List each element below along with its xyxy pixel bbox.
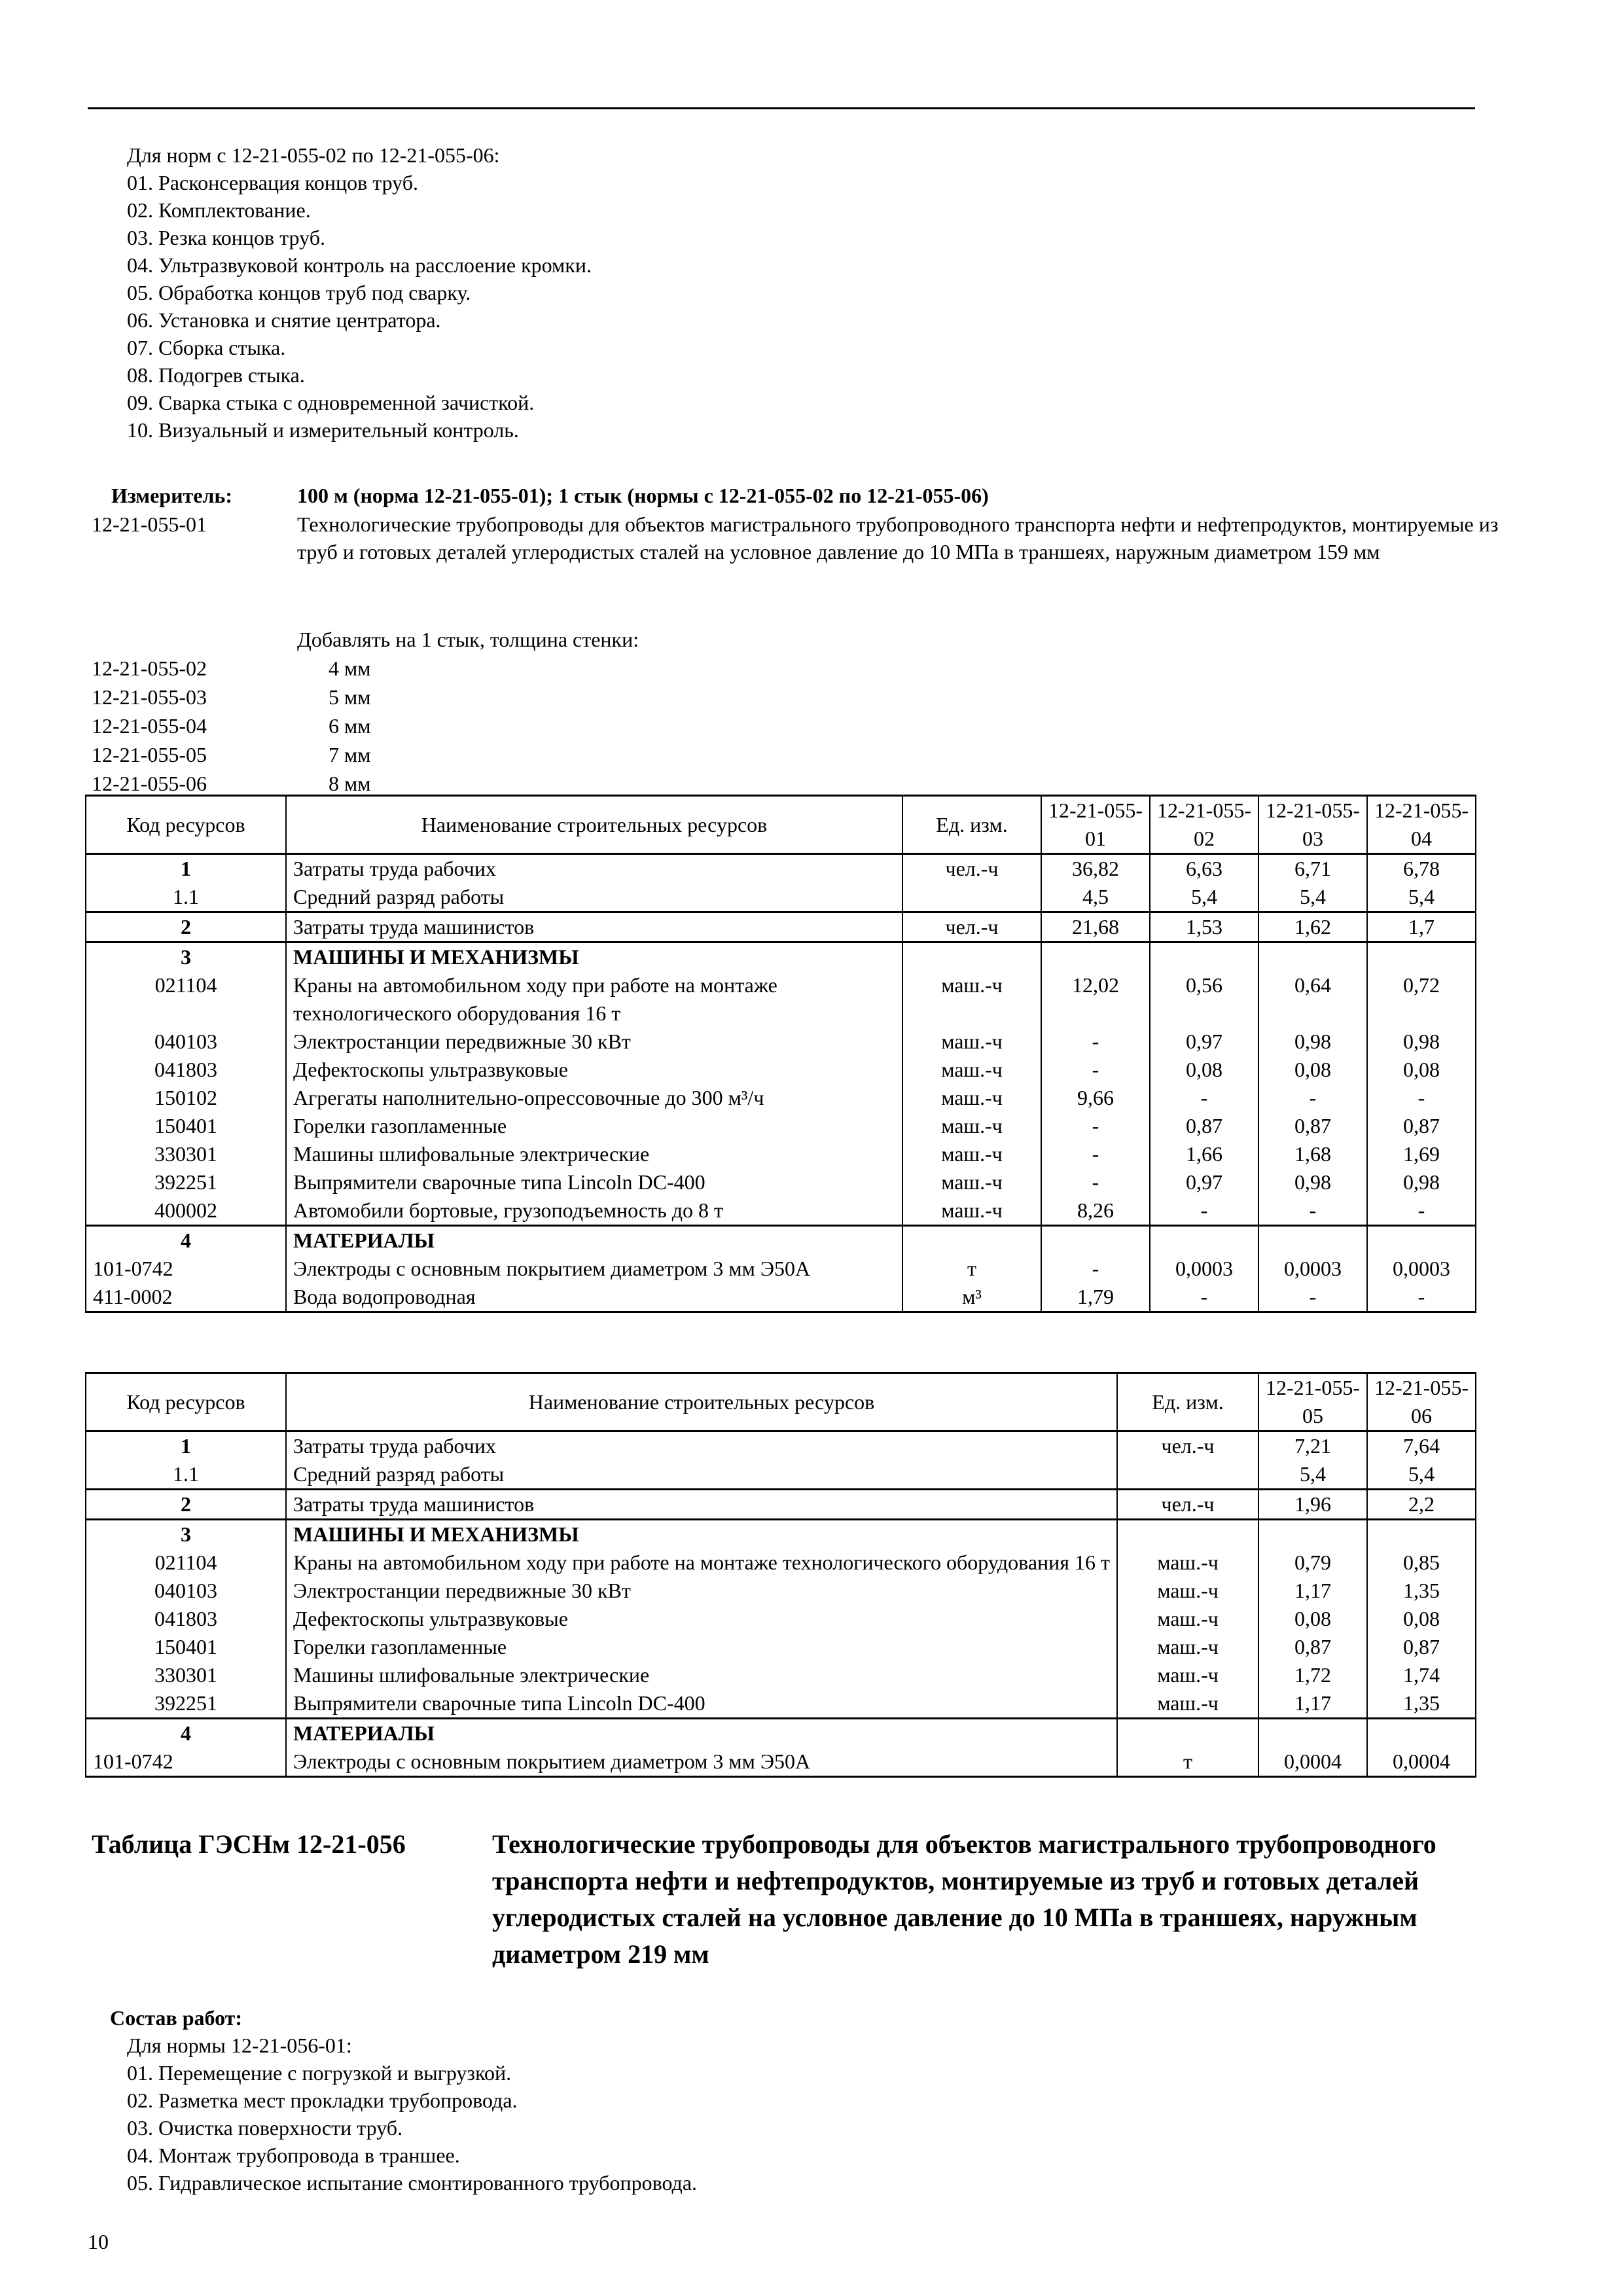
header-norm: 12-21-055-06 xyxy=(1367,1373,1476,1431)
resource-code: 041803 xyxy=(86,1056,286,1084)
resource-name: Агрегаты наполнительно-опрессовочные до 300 м³/ч xyxy=(286,1084,902,1112)
table-row xyxy=(86,1226,1476,1255)
norm-value: 1,35 xyxy=(1367,1577,1476,1605)
norm-value: 6,63 xyxy=(1150,854,1258,884)
resource-code: 150401 xyxy=(86,1112,286,1140)
table-row xyxy=(86,1719,1476,1748)
resource-code: 2 xyxy=(86,1490,286,1520)
composition-list xyxy=(127,2059,697,2197)
norm-value: 5,4 xyxy=(1258,883,1367,912)
variant-row xyxy=(88,712,1475,741)
resource-unit: маш.-ч xyxy=(1117,1661,1258,1689)
meter-label: Измеритель: xyxy=(111,484,232,507)
table-row xyxy=(86,1689,1476,1719)
norm-value: - xyxy=(1367,1196,1476,1226)
list-item: 01. Перемещение с погрузкой и выгрузкой. xyxy=(127,2061,512,2085)
norm-value: 0,0003 xyxy=(1258,1255,1367,1283)
norm-variants xyxy=(88,655,1475,798)
norm-value: 1,62 xyxy=(1258,912,1367,942)
norm-value: 6,78 xyxy=(1367,854,1476,884)
resource-code: 4 xyxy=(86,1226,286,1255)
norm-value: - xyxy=(1258,1196,1367,1226)
norm-value: - xyxy=(1367,1084,1476,1112)
resource-unit xyxy=(902,1226,1041,1255)
variant-code: 12-21-055-06 xyxy=(92,772,207,795)
list-item: 02. Разметка мест прокладки трубопровода. xyxy=(127,2089,518,2112)
list-item: 08. Подогрев стыка. xyxy=(127,363,305,387)
resource-unit: т xyxy=(902,1255,1041,1283)
resource-unit: маш.-ч xyxy=(902,1140,1041,1168)
resource-unit: маш.-ч xyxy=(902,1028,1041,1056)
header-code: Код ресурсов xyxy=(86,796,286,854)
resource-unit: маш.-ч xyxy=(902,1084,1041,1112)
norm-value: 1,66 xyxy=(1150,1140,1258,1168)
list-item: 04. Ультразвуковой контроль на расслоение кромки. xyxy=(127,253,592,277)
table-header-row xyxy=(86,1373,1476,1431)
work-composition-intro xyxy=(127,141,592,444)
table-row xyxy=(86,942,1476,972)
norm-value: 0,87 xyxy=(1258,1112,1367,1140)
norm-value: 0,08 xyxy=(1367,1605,1476,1633)
resource-name: Выпрямители сварочные типа Lincoln DC-400 xyxy=(286,1168,902,1196)
norm-value: - xyxy=(1258,1084,1367,1112)
resource-unit xyxy=(902,942,1041,972)
resource-unit: чел.-ч xyxy=(902,912,1041,942)
resource-code: 040103 xyxy=(86,1577,286,1605)
norm-value: 0,08 xyxy=(1367,1056,1476,1084)
norm-value: - xyxy=(1150,1283,1258,1312)
resource-code: 4 xyxy=(86,1719,286,1748)
resource-unit xyxy=(1117,1719,1258,1748)
norm-value: 5,4 xyxy=(1367,1460,1476,1490)
resource-code: 040103 xyxy=(86,1028,286,1056)
resource-name: МАШИНЫ И МЕХАНИЗМЫ xyxy=(286,942,902,972)
variant-row xyxy=(88,655,1475,683)
resource-code: 411-0002 xyxy=(86,1283,286,1312)
norm-value: 1,17 xyxy=(1258,1689,1367,1719)
list-item: 05. Гидравлическое испытание смонтированного трубопровода. xyxy=(127,2171,698,2195)
variant-code: 12-21-055-02 xyxy=(92,656,207,680)
norm-value: 5,4 xyxy=(1367,883,1476,912)
resource-unit: маш.-ч xyxy=(902,1168,1041,1196)
resource-name: Горелки газопламенные xyxy=(286,1112,902,1140)
norm-value: 21,68 xyxy=(1041,912,1150,942)
table-heading-title: Технологические трубопроводы для объектов магистрального трубопроводного транспорта нефти и нефтепродуктов, монтируемые из труб и готовых деталей углеродистых сталей на условное давление до 10 МПа в траншеях, наружным диаметром 219 мм xyxy=(492,1829,1436,1969)
variant-value: 8 мм xyxy=(329,772,371,795)
norm-value: 0,87 xyxy=(1367,1633,1476,1661)
resource-unit xyxy=(1117,1460,1258,1490)
norm-value: 7,64 xyxy=(1367,1431,1476,1461)
table-row xyxy=(86,1661,1476,1689)
norm-value xyxy=(1367,942,1476,972)
composition-subheading: Для нормы 12-21-056-01: xyxy=(127,2034,352,2057)
norm-value: - xyxy=(1150,1084,1258,1112)
norm-value: 0,56 xyxy=(1150,971,1258,1028)
list-item: 04. Монтаж трубопровода в траншее. xyxy=(127,2144,460,2167)
table-row xyxy=(86,1028,1476,1056)
norm-value: 6,71 xyxy=(1258,854,1367,884)
resource-code: 330301 xyxy=(86,1140,286,1168)
resource-unit: маш.-ч xyxy=(1117,1577,1258,1605)
norm-value: 0,08 xyxy=(1150,1056,1258,1084)
resource-name: Затраты труда рабочих xyxy=(286,1431,1117,1461)
resource-name: Краны на автомобильном ходу при работе на монтаже технологического оборудования 16 т xyxy=(286,1549,1117,1577)
resource-code: 3 xyxy=(86,942,286,972)
table-row xyxy=(86,1140,1476,1168)
resource-unit: чел.-ч xyxy=(1117,1490,1258,1520)
norm-value: - xyxy=(1041,1255,1150,1283)
resource-name: Электростанции передвижные 30 кВт xyxy=(286,1577,1117,1605)
norm-value: 12,02 xyxy=(1041,971,1150,1028)
resource-code: 041803 xyxy=(86,1605,286,1633)
table-row xyxy=(86,1460,1476,1490)
norm-value: 0,0003 xyxy=(1367,1255,1476,1283)
resource-unit: маш.-ч xyxy=(1117,1549,1258,1577)
norm-value: 0,08 xyxy=(1258,1056,1367,1084)
list-item: 03. Резка концов труб. xyxy=(127,226,325,249)
table-row xyxy=(86,1577,1476,1605)
variant-row xyxy=(88,741,1475,770)
resource-code: 330301 xyxy=(86,1661,286,1689)
table-row xyxy=(86,1196,1476,1226)
resources-table-1 xyxy=(85,795,1476,1313)
norm-value: 1,69 xyxy=(1367,1140,1476,1168)
norm-value: - xyxy=(1367,1283,1476,1312)
norm-value xyxy=(1150,942,1258,972)
list-item: 01. Расконсервация концов труб. xyxy=(127,171,418,194)
norm-value: - xyxy=(1041,1112,1150,1140)
norm-value: 1,72 xyxy=(1258,1661,1367,1689)
norm-value: 1,53 xyxy=(1150,912,1258,942)
norm-value: 0,72 xyxy=(1367,971,1476,1028)
norm-value: 2,2 xyxy=(1367,1490,1476,1520)
norm-value: 8,26 xyxy=(1041,1196,1150,1226)
norm-value: 5,4 xyxy=(1258,1460,1367,1490)
resource-unit: маш.-ч xyxy=(1117,1633,1258,1661)
composition-title: Состав работ: xyxy=(110,2006,243,2030)
norm-value: 0,98 xyxy=(1367,1168,1476,1196)
resource-unit xyxy=(1117,1520,1258,1549)
norm-value xyxy=(1367,1719,1476,1748)
norm-value: 0,64 xyxy=(1258,971,1367,1028)
norm-value: 0,87 xyxy=(1150,1112,1258,1140)
norm-value: 1,74 xyxy=(1367,1661,1476,1689)
table-header-row xyxy=(86,796,1476,854)
table-body xyxy=(86,854,1476,1312)
norm-value: 4,5 xyxy=(1041,883,1150,912)
resource-unit: маш.-ч xyxy=(902,1056,1041,1084)
resource-unit: чел.-ч xyxy=(902,854,1041,884)
variant-code: 12-21-055-04 xyxy=(92,714,207,738)
resource-name: Затраты труда машинистов xyxy=(286,912,902,942)
table-row xyxy=(86,1490,1476,1520)
resource-code: 150401 xyxy=(86,1633,286,1661)
intro-heading: Для норм с 12-21-055-02 по 12-21-055-06: xyxy=(127,143,500,167)
resource-code: 392251 xyxy=(86,1168,286,1196)
norm-value: - xyxy=(1150,1196,1258,1226)
norm-value xyxy=(1258,1719,1367,1748)
variant-value: 6 мм xyxy=(329,714,371,738)
resource-unit: маш.-ч xyxy=(902,971,1041,1028)
norm-value: - xyxy=(1041,1056,1150,1084)
resource-unit: маш.-ч xyxy=(1117,1605,1258,1633)
table-row xyxy=(86,1549,1476,1577)
norm-value: 1,35 xyxy=(1367,1689,1476,1719)
intro-list xyxy=(127,169,592,444)
table-row xyxy=(86,1605,1476,1633)
norm-value xyxy=(1150,1226,1258,1255)
resource-unit: маш.-ч xyxy=(902,1112,1041,1140)
norm-value: 1,17 xyxy=(1258,1577,1367,1605)
list-item: 07. Сборка стыка. xyxy=(127,336,286,359)
norm-value xyxy=(1041,1226,1150,1255)
norm-value xyxy=(1041,942,1150,972)
meter-value: 100 м (норма 12-21-055-01); 1 стык (нормы с 12-21-055-02 по 12-21-055-06) xyxy=(297,484,989,507)
resource-code: 1.1 xyxy=(86,883,286,912)
list-item: 10. Визуальный и измерительный контроль. xyxy=(127,418,519,442)
table-row xyxy=(86,1283,1476,1312)
header-norm: 12-21-055-05 xyxy=(1258,1373,1367,1431)
resource-unit: маш.-ч xyxy=(902,1196,1041,1226)
table-row xyxy=(86,854,1476,884)
table-row xyxy=(86,1255,1476,1283)
resource-name: Электростанции передвижные 30 кВт xyxy=(286,1028,902,1056)
variant-value: 5 мм xyxy=(329,685,371,709)
resource-name: Электроды с основным покрытием диаметром 3 мм Э50А xyxy=(286,1255,902,1283)
table-row xyxy=(86,1084,1476,1112)
resource-code: 101-0742 xyxy=(86,1748,286,1777)
norm-value: 9,66 xyxy=(1041,1084,1150,1112)
list-item: 02. Комплектование. xyxy=(127,198,311,222)
resource-code: 1 xyxy=(86,1431,286,1461)
norm-value: 0,87 xyxy=(1367,1112,1476,1140)
resource-unit: чел.-ч xyxy=(1117,1431,1258,1461)
resource-name: Автомобили бортовые, грузоподъемность до 8 т xyxy=(286,1196,902,1226)
resource-code: 021104 xyxy=(86,1549,286,1577)
resource-code: 021104 xyxy=(86,971,286,1028)
norm-code: 12-21-055-01 xyxy=(92,512,207,536)
table-row xyxy=(86,883,1476,912)
addition-note: Добавлять на 1 стык, толщина стенки: xyxy=(297,628,639,651)
norm-value: - xyxy=(1041,1168,1150,1196)
header-name: Наименование строительных ресурсов xyxy=(286,796,902,854)
header-norm: 12-21-055-04 xyxy=(1367,796,1476,854)
norm-value: 0,97 xyxy=(1150,1028,1258,1056)
norm-value: 0,0004 xyxy=(1367,1748,1476,1777)
norm-value: 5,4 xyxy=(1150,883,1258,912)
norm-value: 0,87 xyxy=(1258,1633,1367,1661)
variant-code: 12-21-055-03 xyxy=(92,685,207,709)
table-row xyxy=(86,1431,1476,1461)
norm-value xyxy=(1367,1520,1476,1549)
work-composition xyxy=(110,2004,697,2197)
resource-code: 392251 xyxy=(86,1689,286,1719)
resource-name: Средний разряд работы xyxy=(286,883,902,912)
resource-code: 1 xyxy=(86,854,286,884)
norm-value: 7,21 xyxy=(1258,1431,1367,1461)
norm-value xyxy=(1258,1520,1367,1549)
norm-value: - xyxy=(1258,1283,1367,1312)
resource-name: Дефектоскопы ультразвуковые xyxy=(286,1056,902,1084)
resource-name: Вода водопроводная xyxy=(286,1283,902,1312)
page-number: 10 xyxy=(88,2230,109,2253)
resource-unit: м³ xyxy=(902,1283,1041,1312)
header-norm: 12-21-055-01 xyxy=(1041,796,1150,854)
norm-value: 0,79 xyxy=(1258,1549,1367,1577)
list-item: 09. Сварка стыка с одновременной зачисткой. xyxy=(127,391,535,414)
resource-name: Электроды с основным покрытием диаметром 3 мм Э50А xyxy=(286,1748,1117,1777)
table-row xyxy=(86,912,1476,942)
header-norm: 12-21-055-03 xyxy=(1258,796,1367,854)
table-row xyxy=(86,1168,1476,1196)
header-unit: Ед. изм. xyxy=(902,796,1041,854)
resource-name: МАТЕРИАЛЫ xyxy=(286,1719,1117,1748)
list-item: 05. Обработка концов труб под сварку. xyxy=(127,281,471,304)
resource-name: Машины шлифовальные электрические xyxy=(286,1140,902,1168)
list-item: 06. Установка и снятие центратора. xyxy=(127,308,441,332)
header-code: Код ресурсов xyxy=(86,1373,286,1431)
table-heading-label: Таблица ГЭСНм 12-21-056 xyxy=(92,1829,406,1859)
header-unit: Ед. изм. xyxy=(1117,1373,1258,1431)
norm-value xyxy=(1258,942,1367,972)
variant-value: 4 мм xyxy=(329,656,371,680)
resource-name: Дефектоскопы ультразвуковые xyxy=(286,1605,1117,1633)
meter-section xyxy=(88,482,1499,798)
variant-row xyxy=(88,683,1475,712)
norm-description: Технологические трубопроводы для объектов магистрального трубопроводного транспорта нефти и нефтепродуктов, монтируемые из труб и готовых деталей углеродистых сталей на условное давление до 10 МПа в траншеях, наружным диаметром 159 мм xyxy=(297,512,1499,564)
norm-value: 1,7 xyxy=(1367,912,1476,942)
table-row xyxy=(86,1520,1476,1549)
resource-name: Затраты труда машинистов xyxy=(286,1490,1117,1520)
header-rule xyxy=(88,107,1475,109)
resource-code: 1.1 xyxy=(86,1460,286,1490)
table-row xyxy=(86,1748,1476,1777)
norm-value: 1,79 xyxy=(1041,1283,1150,1312)
norm-value: 0,0003 xyxy=(1150,1255,1258,1283)
norm-value xyxy=(1258,1226,1367,1255)
resource-code: 400002 xyxy=(86,1196,286,1226)
norm-value: - xyxy=(1041,1140,1150,1168)
resources-table-2 xyxy=(85,1372,1476,1778)
resource-unit xyxy=(902,883,1041,912)
header-norm: 12-21-055-02 xyxy=(1150,796,1258,854)
resource-name: МАТЕРИАЛЫ xyxy=(286,1226,902,1255)
resource-name: Краны на автомобильном ходу при работе на монтаже технологического оборудования 16 т xyxy=(286,971,902,1028)
variant-value: 7 мм xyxy=(329,743,371,766)
resource-code: 2 xyxy=(86,912,286,942)
resource-code: 101-0742 xyxy=(86,1255,286,1283)
header-name: Наименование строительных ресурсов xyxy=(286,1373,1117,1431)
norm-value: 0,85 xyxy=(1367,1549,1476,1577)
list-item: 03. Очистка поверхности труб. xyxy=(127,2116,403,2140)
norm-value: 0,98 xyxy=(1258,1168,1367,1196)
norm-value xyxy=(1367,1226,1476,1255)
norm-value: 0,98 xyxy=(1258,1028,1367,1056)
resource-name: Выпрямители сварочные типа Lincoln DC-400 xyxy=(286,1689,1117,1719)
resource-name: Горелки газопламенные xyxy=(286,1633,1117,1661)
norm-value: - xyxy=(1041,1028,1150,1056)
norm-value: 36,82 xyxy=(1041,854,1150,884)
resource-name: Средний разряд работы xyxy=(286,1460,1117,1490)
resource-name: МАШИНЫ И МЕХАНИЗМЫ xyxy=(286,1520,1117,1549)
norm-value: 0,08 xyxy=(1258,1605,1367,1633)
norm-value: 0,97 xyxy=(1150,1168,1258,1196)
table-row xyxy=(86,1056,1476,1084)
resource-name: Затраты труда рабочих xyxy=(286,854,902,884)
table-body xyxy=(86,1431,1476,1777)
variant-code: 12-21-055-05 xyxy=(92,743,207,766)
table-row xyxy=(86,1633,1476,1661)
resource-code: 150102 xyxy=(86,1084,286,1112)
resource-code: 3 xyxy=(86,1520,286,1549)
resource-unit: т xyxy=(1117,1748,1258,1777)
norm-value: 0,0004 xyxy=(1258,1748,1367,1777)
norm-value: 1,68 xyxy=(1258,1140,1367,1168)
resource-name: Машины шлифовальные электрические xyxy=(286,1661,1117,1689)
table-row xyxy=(86,971,1476,1028)
norm-value: 0,98 xyxy=(1367,1028,1476,1056)
norm-value: 1,96 xyxy=(1258,1490,1367,1520)
resource-unit: маш.-ч xyxy=(1117,1689,1258,1719)
table-row xyxy=(86,1112,1476,1140)
